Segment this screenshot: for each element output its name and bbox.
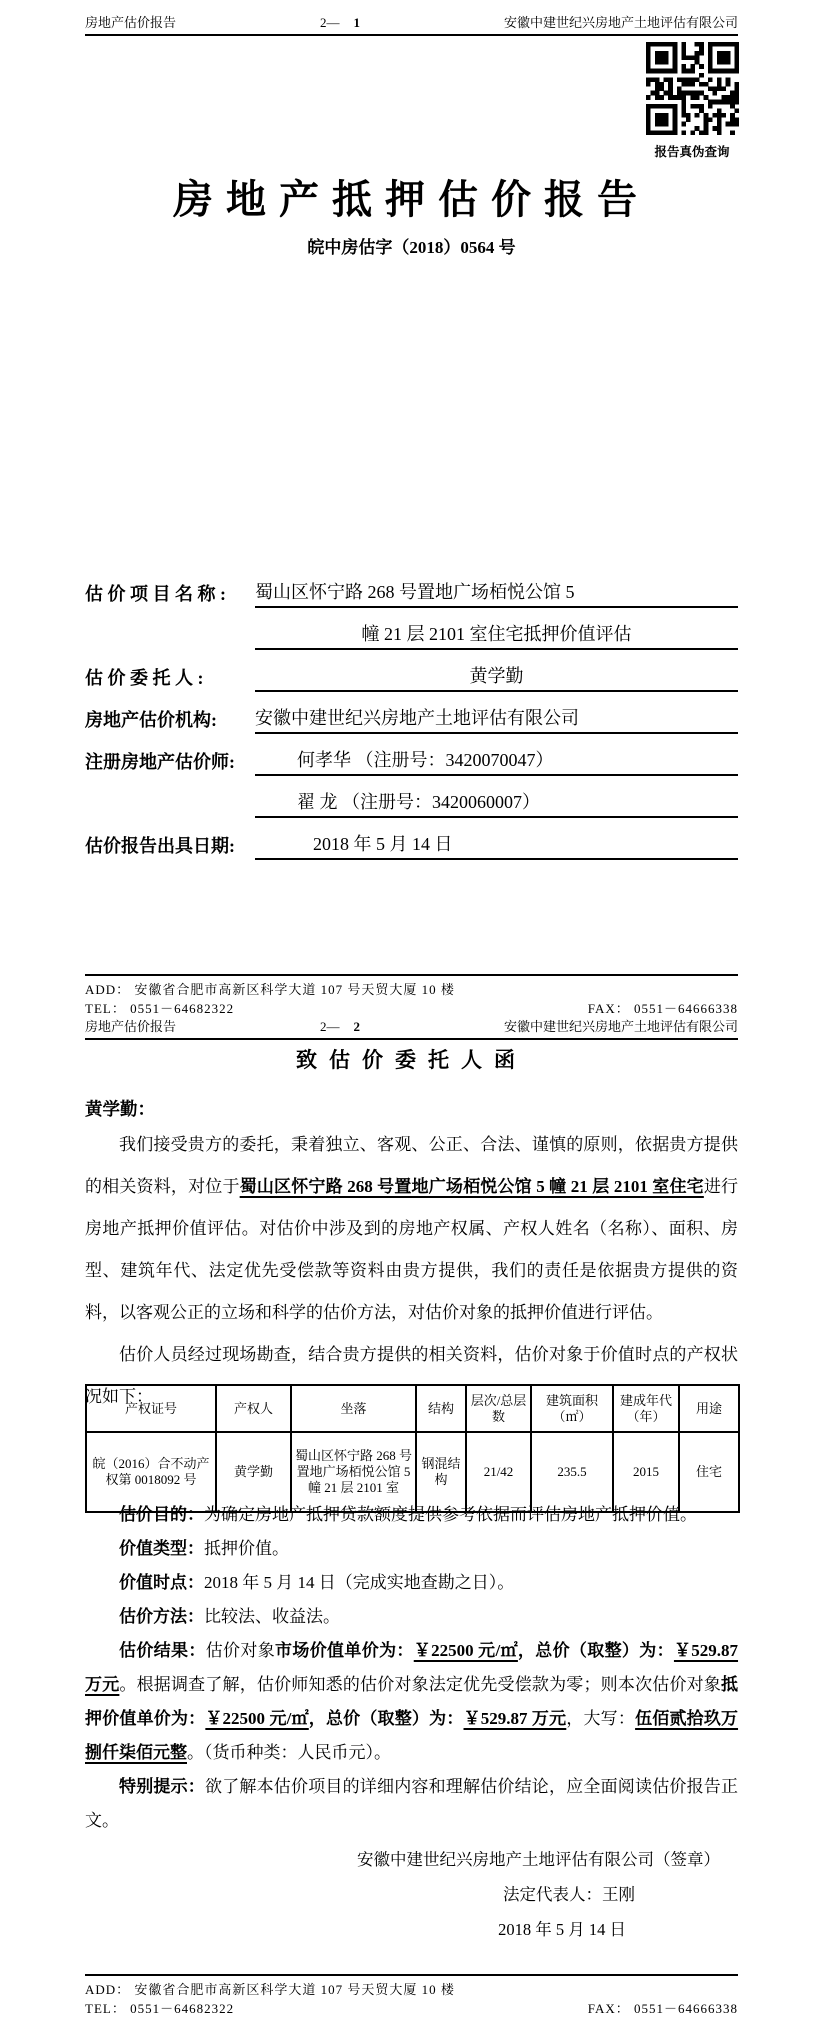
cell-owner: 黄学勤	[216, 1432, 291, 1512]
letter-paragraph-2: 估价人员经过现场勘查，结合贵方提供的相关资料，估价对象于价值时点的产权状况如下：	[85, 1345, 738, 1406]
qr-code	[644, 42, 740, 140]
cell-area: 235.5	[531, 1432, 613, 1512]
footer-fax: FAX： 0551－64666338	[587, 1001, 738, 1016]
letter-salutation: 黄学勤：	[85, 1099, 155, 1119]
cell-structure: 钢混结构	[416, 1432, 466, 1512]
field-value: 蜀山区怀宁路 268 号置地广场栢悦公馆 5	[255, 578, 738, 608]
field-value: 安徽中建世纪兴房地产土地评估有限公司	[255, 704, 738, 734]
field-value: 幢 21 层 2101 室住宅抵押价值评估	[255, 620, 738, 650]
footer-fax: FAX： 0551－64666338	[587, 2001, 738, 2016]
cover-fields	[85, 566, 738, 860]
field-client	[85, 650, 738, 692]
field-label: 房地产估价机构:	[85, 710, 217, 730]
col-year: 建成年代（年）	[613, 1385, 679, 1432]
header-doc-type: 房地产估价报告	[85, 15, 177, 30]
col-location: 坐落	[291, 1385, 416, 1432]
report-number: 皖中房估字（2018）0564 号	[307, 238, 516, 257]
letter-body	[85, 1124, 738, 1418]
section-label: 价值时点：	[119, 1573, 204, 1592]
field-appraiser-2	[85, 776, 738, 818]
section-label: 价值类型：	[119, 1539, 204, 1558]
footer-tel: TEL： 0551－64682322	[85, 1001, 235, 1016]
footer-tel: TEL： 0551－64682322	[85, 2001, 235, 2016]
page1-footer	[85, 974, 738, 1018]
field-label	[85, 648, 255, 650]
section-label: 估价方法：	[119, 1607, 204, 1626]
section-value-type: 价值类型：抵押价值。	[119, 1539, 289, 1558]
mortgage-total-price-value: ￥529.87 万元	[463, 1709, 567, 1728]
field-project-name	[85, 566, 738, 608]
signature-date: 2018 年 5 月 14 日	[498, 1920, 626, 1939]
col-cert-no: 产权证号	[86, 1385, 216, 1432]
field-label: 估 价 委 托 人 :	[85, 668, 204, 688]
signature-company: 安徽中建世纪兴房地产土地评估有限公司（签章）	[357, 1850, 720, 1869]
qr-block	[644, 42, 740, 160]
field-project-name-line2	[85, 608, 738, 650]
cell-year: 2015	[613, 1432, 679, 1512]
section-label: 特别提示：	[119, 1777, 205, 1796]
cell-location: 蜀山区怀宁路 268 号置地广场栢悦公馆 5 幢 21 层 2101 室	[291, 1432, 416, 1512]
section-method: 估价方法：比较法、收益法。	[119, 1607, 340, 1626]
total-price-value: ￥529.87 万元	[85, 1641, 739, 1694]
section-result: 估价结果：估价对象市场价值单价为：￥22500 元/㎡，总价（取整）为：￥529.87 万元。根据调查了解，估价师知悉的估价对象法定优先受偿款为零；则本次估价对象抵押价值单价为：￥22500 元/㎡，总价（取整）为：￥529.87 万元，大写：伍佰贰拾玖万捌仟柒佰元整。（货币种类：人民币元）。	[85, 1641, 739, 1762]
mortgage-unit-price-value: ￥22500 元/㎡	[205, 1709, 309, 1728]
footer-address: ADD： 安徽省合肥市高新区科学大道 107 号天贸大厦 10 楼	[85, 982, 455, 997]
property-highlight: 蜀山区怀宁路 268 号置地广场栢悦公馆 5 幢 21 层 2101 室住宅	[239, 1177, 704, 1196]
ownership-table-wrap	[85, 1384, 738, 1513]
table-header-row	[86, 1385, 739, 1432]
letter-title: 致估价委托人函	[296, 1048, 527, 1072]
section-label: 估价目的：	[119, 1505, 204, 1524]
cell-cert-no: 皖（2016）合不动产权第 0018092 号	[86, 1432, 216, 1512]
footer-address: ADD： 安徽省合肥市高新区科学大道 107 号天贸大厦 10 楼	[85, 1982, 455, 1997]
field-label	[85, 816, 255, 818]
field-value: 黄学勤	[255, 662, 738, 692]
field-value: 何孝华 （注册号：3420070047）	[255, 746, 738, 776]
col-area: 建筑面积（㎡）	[531, 1385, 613, 1432]
cell-use: 住宅	[679, 1432, 739, 1512]
page1-page-number: 2— 1	[320, 15, 360, 30]
section-label: 估价结果：	[119, 1641, 206, 1660]
cell-floor: 21/42	[466, 1432, 531, 1512]
section-value-date: 价值时点：2018 年 5 月 14 日（完成实地查勘之日）。	[119, 1573, 515, 1592]
header-doc-type: 房地产估价报告	[85, 1019, 177, 1034]
letter-paragraph-1: 我们接受贵方的委托，秉着独立、客观、公正、合法、谨慎的原则，依据贵方提供的相关资料，对位于蜀山区怀宁路 268 号置地广场栢悦公馆 5 幢 21 层 2101 室住宅进行房地产抵押价值评估。对估价中涉及到的房地产权属、产权人姓名（名称）、面积、房型、建筑年代、法定优先受偿款等资料由贵方提供，我们的责任是依据贵方提供的资料，以客观公正的立场和科学的估价方法，对估价对象的抵押价值进行评估。	[85, 1135, 739, 1322]
valuation-sections	[85, 1498, 738, 1838]
col-use: 用途	[679, 1385, 739, 1432]
col-floor: 层次/总层数	[466, 1385, 531, 1432]
page2-footer	[85, 1974, 738, 2018]
field-issue-date	[85, 818, 738, 860]
header-company-name: 安徽中建世纪兴房地产土地评估有限公司	[503, 1019, 738, 1034]
amount-in-words: 伍佰贰拾玖万捌仟柒佰元整	[85, 1709, 739, 1762]
unit-price-value: ￥22500 元/㎡	[413, 1641, 518, 1660]
section-purpose: 估价目的：为确定房地产抵押贷款额度提供参考依据而评估房地产抵押价值。	[119, 1505, 697, 1524]
page1-header	[85, 12, 738, 36]
signature-block	[85, 1842, 738, 1947]
qr-caption: 报告真伪查询	[654, 145, 730, 159]
field-agency	[85, 692, 738, 734]
page2-page-number: 2— 2	[320, 1019, 360, 1034]
ownership-table	[85, 1384, 740, 1513]
field-label: 注册房地产估价师:	[85, 752, 235, 772]
footer-contacts	[85, 1999, 738, 2018]
field-value: 翟 龙 （注册号：3420060007）	[255, 788, 738, 818]
field-label: 估价报告出具日期:	[85, 836, 235, 856]
page2-header	[85, 1016, 738, 1040]
field-label: 估 价 项 目 名 称 :	[85, 584, 226, 604]
field-value: 2018 年 5 月 14 日	[255, 830, 738, 860]
field-appraiser-1	[85, 734, 738, 776]
header-company-name: 安徽中建世纪兴房地产土地评估有限公司	[503, 15, 738, 30]
section-special-note: 特别提示：欲了解本估价项目的详细内容和理解估价结论，应全面阅读估价报告正文。	[85, 1777, 738, 1830]
signature-legal-rep: 法定代表人：王刚	[503, 1885, 635, 1904]
report-title: 房地产抵押估价报告	[173, 177, 650, 222]
col-structure: 结构	[416, 1385, 466, 1432]
col-owner: 产权人	[216, 1385, 291, 1432]
